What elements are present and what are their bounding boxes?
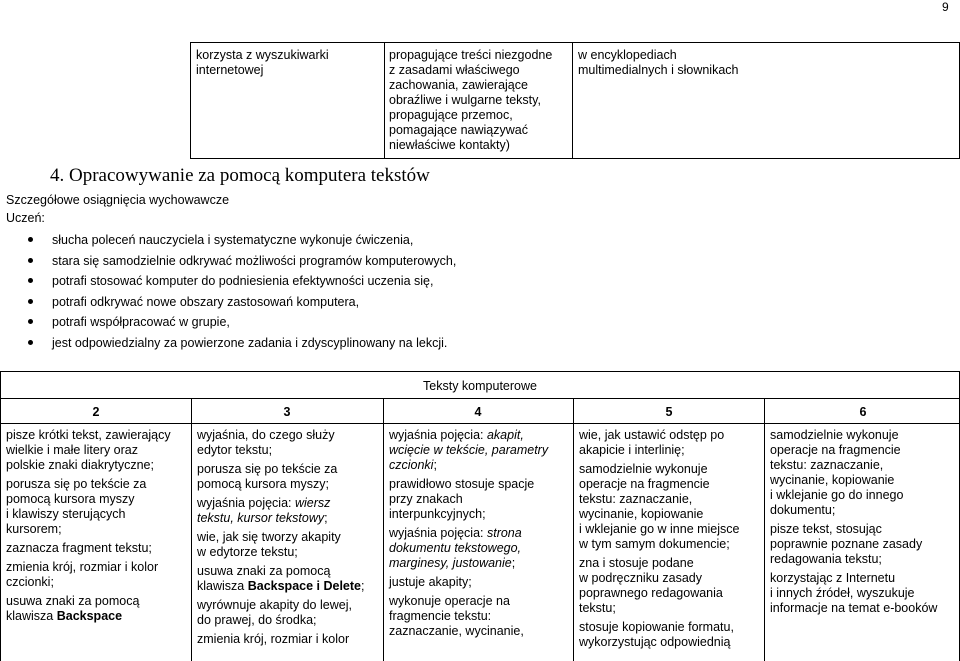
page-number: 9 [942,0,949,14]
achievements-list [0,231,456,354]
grade-5-cell [579,428,762,654]
table-border [0,398,960,399]
list-item: stara się samodzielnie odkrywać możliwości programów komputerowych, [0,252,456,273]
top-table-fragment [190,42,960,158]
requirement: porusza się po tekście za pomocą kursora myszy i klawiszy sterujących kursorem; [6,477,147,536]
table-border [0,371,960,372]
table-border [0,371,1,661]
grade-6-cell [770,428,956,620]
requirement: usuwa znaki za pomocą klawisza Backspace i Delete; [197,564,365,593]
grade-header-5: 5 [665,405,673,419]
requirement: zaznacza fragment tekstu; [6,541,152,555]
grade-header-4: 4 [474,405,482,419]
grade-4-cell [389,428,571,643]
requirement: pisze krótki tekst, zawierający wielkie i małe litery oraz polskie znaki diakrytyczne; [6,428,171,472]
list-item: słucha poleceń nauczyciela i systematyczne wykonuje ćwiczenia, [0,231,456,252]
requirement: wie, jak się tworzy akapity w edytorze tekstu; [197,530,341,559]
requirement: porusza się po tekście za pomocą kursora myszy; [197,462,338,491]
list-item: potrafi stosować komputer do podniesienia efektywności uczenia się, [0,272,456,293]
requirement: wyjaśnia, do czego służy edytor tekstu; [197,428,335,457]
table-bottom-border [190,158,960,159]
list-item: jest odpowiedzialny za powierzone zadania i zdyscyplinowany na lekcji. [0,334,456,355]
bullet-icon [28,278,33,283]
bullet-icon [28,340,33,345]
requirement: pisze tekst, stosując poprawnie poznane zasady redagowania tekstu; [770,522,923,566]
requirement: wyjaśnia pojęcia: wiersz tekstu, kursor tekstowy; [197,496,331,525]
table-top-border [190,42,960,43]
requirement: justuje akapity; [389,575,472,589]
grade-3-cell [197,428,380,651]
bullet-icon [28,237,33,242]
requirement: korzystając z Internetu i innych źródeł, wyszukuje informacje na temat e-booków [770,571,938,615]
learner-label: Uczeń: [6,211,45,225]
table-divider [572,42,573,158]
list-item: potrafi współpracować w grupie, [0,313,456,334]
bullet-icon [28,258,33,263]
grade-header-6: 6 [859,405,867,419]
top-cell-encyclopedia: w encyklopediach multimedialnych i słownikach [578,48,739,77]
table-divider [764,398,765,661]
bullet-icon [28,319,33,324]
top-cell-content: propagujące treści niezgodne z zasadami właściwego zachowania, zawierające obraźliwe i wulgarne teksty, propagujące przemoc, pomagające nawiązywać niewłaściwe kontakty) [389,48,553,152]
table-border [0,423,960,424]
table-divider [383,398,384,661]
requirement: samodzielnie wykonuje operacje na fragmencie tekstu: zaznaczanie, wycinanie, kopiowanie i wklejanie go w inne miejsce w tym samym dokumencie; [579,462,740,551]
grade-header-2: 2 [92,405,100,419]
grade-header-3: 3 [283,405,291,419]
bullet-icon [28,299,33,304]
grade-2-cell [6,428,188,628]
requirement: wykonuje operacje na fragmencie tekstu: zaznaczanie, wycinanie, [389,594,524,638]
table-divider [191,398,192,661]
list-item: potrafi odkrywać nowe obszary zastosowań komputera, [0,293,456,314]
table-divider [384,42,385,158]
top-cell-search: korzysta z wyszukiwarki internetowej [196,48,329,77]
requirement: wyjaśnia pojęcia: strona dokumentu tekstowego, marginesy, justowanie; [389,526,522,570]
requirement: prawidłowo stosuje spacje przy znakach interpunkcyjnych; [389,477,535,521]
grades-table [0,371,960,661]
section-title: 4. Opracowywanie za pomocą komputera tekstów [50,165,430,186]
requirement: usuwa znaki za pomocą klawisza Backspace [6,594,140,623]
requirement: zmienia krój, rozmiar i kolor czcionki; [6,560,159,589]
requirement: wie, jak ustawić odstęp po akapicie i interlinię; [579,428,725,457]
table-title: Teksty komputerowe [423,379,537,393]
requirement: stosuje kopiowanie formatu, wykorzystując odpowiednią [579,620,734,649]
requirement: samodzielnie wykonuje operacje na fragmencie tekstu: zaznaczanie, wycinanie, kopiowanie i wklejanie go do innego dokumentu; [770,428,904,517]
section-subtitle: Szczegółowe osiągnięcia wychowawcze [6,193,230,207]
requirement: zmienia krój, rozmiar i kolor [197,632,350,646]
requirement: zna i stosuje podane w podręczniku zasady poprawnego redagowania tekstu; [579,556,723,615]
table-divider [190,42,191,158]
requirement: wyrównuje akapity do lewej, do prawej, do środka; [197,598,352,627]
requirement: wyjaśnia pojęcia: akapit, wcięcie w tekście, parametry czcionki; [389,428,549,472]
table-divider [573,398,574,661]
